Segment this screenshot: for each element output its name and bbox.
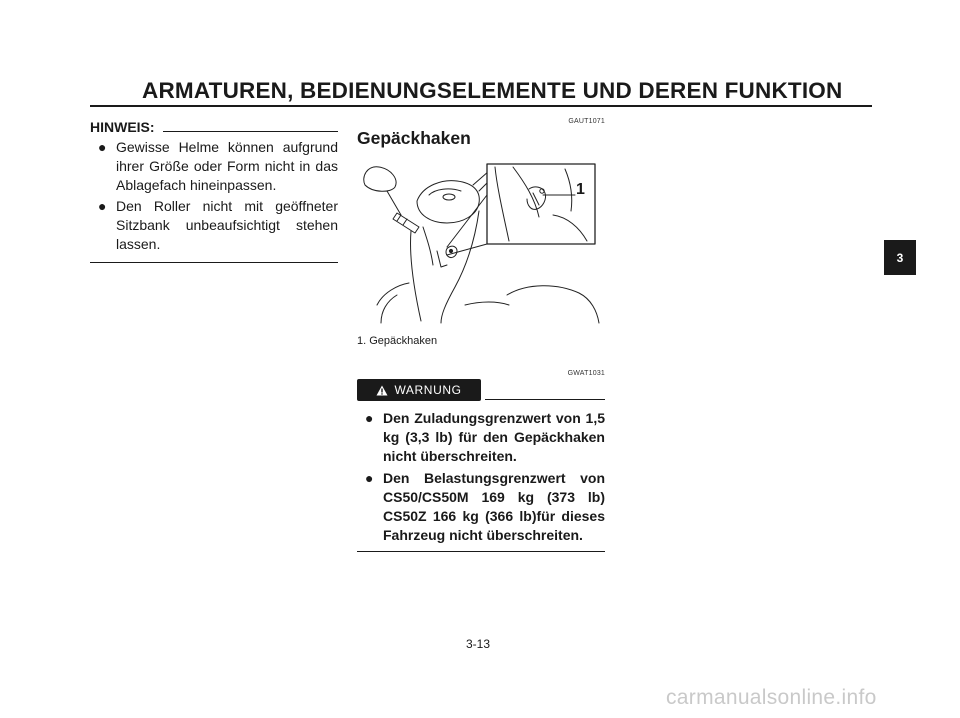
header-rule <box>90 105 872 107</box>
warning-item <box>357 409 605 466</box>
bullet-icon: ● <box>98 139 107 155</box>
note-header-rule <box>163 131 338 132</box>
section-title: Gepäckhaken <box>357 128 471 148</box>
note-item <box>90 197 338 254</box>
chapter-tab: 3 <box>884 240 916 275</box>
luggage-hook-section <box>357 118 605 552</box>
note-end-rule <box>90 262 338 263</box>
note-block <box>90 118 338 263</box>
warning-badge <box>357 379 481 401</box>
warning-code: GWAT1031 <box>567 370 605 377</box>
warning-triangle-icon <box>376 385 388 396</box>
note-label: HINWEIS: <box>90 119 155 135</box>
section-code: GAUT1071 <box>568 118 605 125</box>
bullet-icon: ● <box>365 470 374 486</box>
warning-item-text: Den Zuladungsgrenzwert von 1,5 kg (3,3 lb) für den Gepäckhaken nicht überschreiten. <box>383 410 605 464</box>
figure-caption: 1. Gepäckhaken <box>357 335 438 347</box>
warning-end-rule <box>357 551 605 552</box>
luggage-hook-illustration <box>357 155 605 325</box>
page-number: 3-13 <box>466 637 491 651</box>
warning-header <box>357 379 605 401</box>
watermark: carmanualsonline.info <box>666 686 877 709</box>
bullet-icon: ● <box>98 198 107 214</box>
warning-label: WARNUNG <box>394 383 462 397</box>
page-header-title: ARMATUREN, BEDIENUNGSELEMENTE UND DEREN FUNKTION <box>142 78 843 103</box>
note-item-text: Den Roller nicht mit geöffneter Sitzbank unbeaufsichtigt stehen lassen. <box>116 198 338 252</box>
note-item <box>90 138 338 195</box>
callout-number: 1 <box>576 181 585 198</box>
note-item-text: Gewisse Helme können aufgrund ihrer Größe oder Form nicht in das Ablagefach hineinpassen. <box>116 139 338 193</box>
warning-header-rule <box>485 399 605 400</box>
bullet-icon: ● <box>365 410 374 426</box>
warning-item <box>357 469 605 545</box>
scooter-illustration <box>357 155 605 325</box>
warning-list <box>357 409 605 545</box>
warning-item-text: Den Belastungsgrenzwert von CS50/CS50M 169 kg (373 lb) CS50Z 166 kg (366 lb)für dieses Fahrzeug nicht überschreiten. <box>383 470 605 543</box>
note-header <box>90 118 338 136</box>
